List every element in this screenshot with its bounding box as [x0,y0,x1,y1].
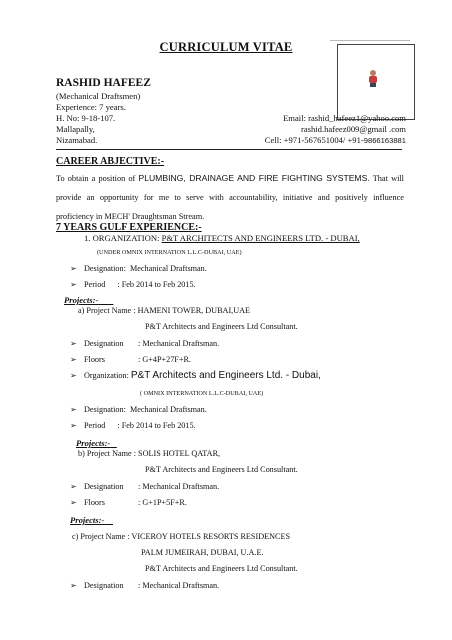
arrow-bullet-icon: ➢ [70,581,77,590]
experience-summary: Experience: 7 years. [56,102,126,112]
career-objective-heading: CAREER ABJECTIVE:- [56,156,165,167]
org1-period: ➢ Period : Feb 2014 to Feb 2015. [70,280,196,289]
arrow-bullet-icon: ➢ [70,339,77,348]
project-c-location: PALM JUMEIRAH, DUBAI, U.A.E. [141,548,264,557]
project-a-floors: ➢ Floors : G+4P+27F+R. [70,355,191,364]
arrow-bullet-icon: ➢ [70,405,77,414]
email-secondary[interactable]: rashid.hafeez009@gmail .com [300,124,406,134]
arrow-bullet-icon: ➢ [70,421,77,430]
project-b-designation: ➢ Designation : Mechanical Draftsman. [70,482,220,491]
org1-prefix: 1. ORGANIZATION: [84,233,162,243]
phone-india: 9866163881 [363,136,406,145]
arrow-bullet-icon: ➢ [70,355,77,364]
profile-photo [337,44,415,120]
section-divider [56,149,402,150]
photo-top-rule [330,40,410,41]
phone-prefix: Cell: +971-567651004/ +91- [264,135,364,145]
arrow-bullet-icon: ➢ [70,280,77,289]
org1-name: P&T ARCHITECTS AND ENGINEERS LTD. - DUBAI, [161,233,360,243]
org1-designation: ➢ Designation: Mechanical Draftsman. [70,264,207,273]
projects-heading-c: Projects:- [70,515,105,525]
address-line-2: Mallapally, [56,124,95,134]
arrow-bullet-icon: ➢ [70,371,77,380]
career-text-1: To obtain a position of [56,174,139,183]
arrow-bullet-icon: ➢ [70,482,77,491]
arrow-bullet-icon: ➢ [70,264,77,273]
project-c-name: c) Project Name : VICEROY HOTELS RESORTS RESIDENCES [72,532,291,541]
candidate-name: RASHID HAFEEZ [56,77,151,89]
candidate-role: (Mechanical Draftsmen) [56,91,141,101]
project-c-consultant: P&T Architects and Engineers Ltd Consultant. [145,564,298,573]
project-b-name: b) Project Name : SOLIS HOTEL QATAR, [78,449,221,458]
project-c-designation: ➢ Designation : Mechanical Draftsman. [70,581,220,590]
career-text-2: That will provide an opportunity for me to serve with accountability, initiative and positively influence proficiency in MECH' Draughtsman Stream. [56,174,404,221]
career-highlight: PLUMBING, DRAINAGE AND FIRE FIGHTING SYSTEMS. [138,173,370,183]
projects-heading-b: Projects:- [76,438,111,448]
project-a-consultant: P&T Architects and Engineers Ltd Consultant. [145,322,298,331]
project-b-floors: ➢ Floors : G+1P+5F+R. [70,498,187,507]
org1-subsidiary: (UNDER OMNIX INTERNATION L.L.C-DUBAI, UAE) [97,249,242,256]
organization-1 [84,233,360,243]
project-a-name: a) Project Name : HAMENI TOWER, DUBAI,UAE [78,306,251,315]
projects-heading: Projects:- [64,295,99,305]
project-a-designation-2: ➢ Designation: Mechanical Draftsman. [70,405,207,414]
phone-numbers [265,135,406,145]
address-line-3: Nizamabad. [56,135,98,145]
career-objective-text [56,169,404,226]
address-line-1: H. No: 9-18-107. [56,113,116,123]
arrow-bullet-icon: ➢ [70,498,77,507]
person-avatar-icon [367,69,379,87]
gulf-experience-heading: 7 YEARS GULF EXPERIENCE:- [56,222,202,233]
email-primary[interactable]: Email: rashid_hafeez1@yahoo.com [283,113,406,123]
project-a-period: ➢ Period : Feb 2014 to Feb 2015. [70,421,196,430]
project-a-organization: ➢ Organization: P&T Architects and Engineers Ltd. - Dubai, [70,370,321,381]
page-title: CURRICULUM VITAE [159,40,293,54]
project-b-consultant: P&T Architects and Engineers Ltd Consultant. [145,465,298,474]
project-a-org-subsidiary: ( OMNIX INTERNATION L.L.C-DUBAI, UAE) [140,390,264,397]
project-a-designation: ➢ Designation : Mechanical Draftsman. [70,339,220,348]
